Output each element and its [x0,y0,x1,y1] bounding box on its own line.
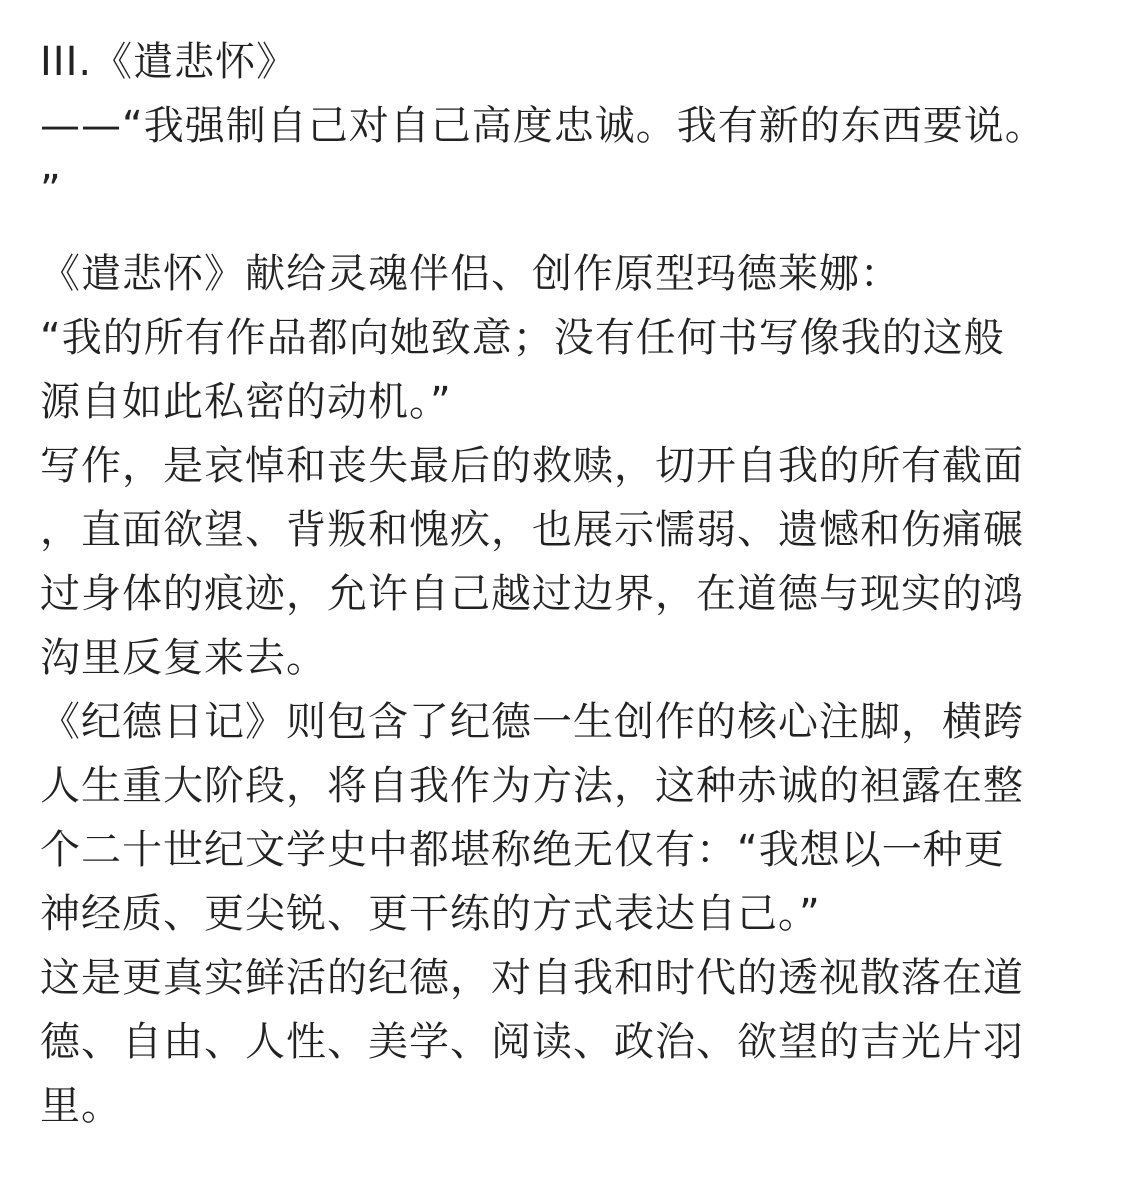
paragraph-line: 神经质、更尖锐、更干练的方式表达自己。” [40,891,821,937]
paragraph-line: ，直面欲望、背叛和愧疚，也展示懦弱、遗憾和伤痛碾 [40,507,1024,553]
article-body [40,30,1090,1138]
paragraph-line: 人生重大阶段，将自我作为方法，这种赤诚的袒露在整 [40,763,1024,809]
paragraph-line: 《遣悲怀》献给灵魂伴侣、创作原型玛德莱娜： [40,251,901,297]
epigraph-line: ——“我强制自己对自己高度忠诚。我有新的东西要说。 [40,103,1046,149]
paragraph-line: 德、自由、人性、美学、阅读、政治、欲望的吉光片羽 [40,1019,1024,1065]
paragraph-line: 沟里反复来去。 [40,635,327,681]
epigraph-line: ” [40,167,62,213]
section-heading: III.《遣悲怀》 [40,39,298,85]
paragraph-line: 过身体的痕迹，允许自己越过边界，在道德与现实的鸿 [40,571,1024,617]
paragraph-line: 这是更真实鲜活的纪德，对自我和时代的透视散落在道 [40,955,1024,1001]
paragraph-line: 里。 [40,1083,122,1129]
paragraph-line: 《纪德日记》则包含了纪德一生创作的核心注脚，横跨 [40,699,1024,745]
paragraph-gap [40,222,1090,242]
paragraph-line: 源自如此私密的动机。” [40,379,452,425]
paragraph-line: “我的所有作品都向她致意；没有任何书写像我的这般 [40,315,1005,361]
paragraph-line: 个二十世纪文学史中都堪称绝无仅有：“我想以一种更 [40,827,1005,873]
paragraph-line: 写作，是哀悼和丧失最后的救赎，切开自我的所有截面 [40,443,1024,489]
